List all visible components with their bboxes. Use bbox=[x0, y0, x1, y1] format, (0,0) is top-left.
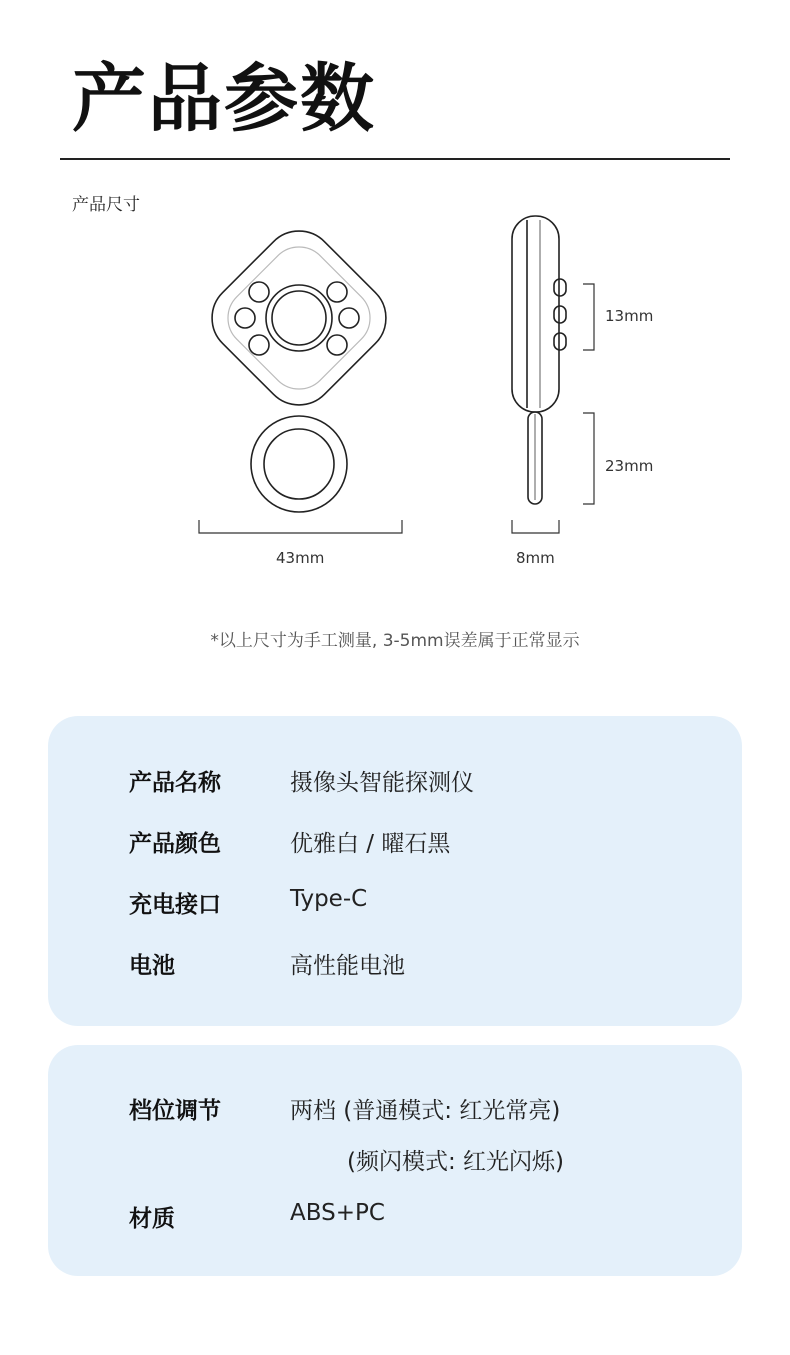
led-5 bbox=[339, 308, 359, 328]
spec-value-battery: 高性能电池 bbox=[290, 953, 405, 979]
led-6 bbox=[327, 335, 347, 355]
side-button-1 bbox=[554, 279, 566, 296]
lens bbox=[272, 291, 326, 345]
dim-bracket-8mm bbox=[512, 520, 559, 533]
lanyard-ring-inner bbox=[264, 429, 334, 499]
device-side-outline bbox=[512, 216, 559, 412]
section-label: 产品尺寸 bbox=[72, 195, 140, 215]
spec-value-name: 摄像头智能探测仪 bbox=[290, 770, 474, 796]
lanyard-ring-outer bbox=[251, 416, 347, 512]
spec-label-battery: 电池 bbox=[129, 953, 175, 979]
led-2 bbox=[235, 308, 255, 328]
measurement-note: *以上尺寸为手工测量, 3-5mm误差属于正常显示 bbox=[210, 631, 580, 651]
spec-value-port: Type-C bbox=[290, 886, 368, 912]
spec-label-color: 产品颜色 bbox=[129, 831, 221, 857]
spec-label-port: 充电接口 bbox=[129, 892, 221, 918]
led-3 bbox=[249, 335, 269, 355]
led-4 bbox=[327, 282, 347, 302]
spec-value-mode-normal: 两档 (普通模式: 红光常亮) bbox=[290, 1098, 561, 1124]
spec-label-material: 材质 bbox=[129, 1206, 175, 1232]
spec-value-color: 优雅白 / 曜石黑 bbox=[290, 831, 451, 857]
spec-value-mode-strobe: (频闪模式: 红光闪烁) bbox=[347, 1149, 565, 1175]
spec-card-extra bbox=[48, 1045, 742, 1276]
dim-bracket-23mm bbox=[583, 413, 594, 504]
product-dimension-diagram bbox=[0, 200, 790, 580]
title-divider bbox=[60, 158, 730, 160]
device-front-inner-frame bbox=[216, 235, 383, 402]
dim-bracket-13mm bbox=[583, 284, 594, 350]
dim-bracket-43mm bbox=[199, 520, 402, 533]
spec-card-basic bbox=[48, 716, 742, 1026]
dim-label-ring-height: 23mm bbox=[605, 457, 654, 475]
side-button-3 bbox=[554, 333, 566, 350]
dim-label-button-spacing: 13mm bbox=[605, 307, 654, 325]
spec-value-material: ABS+PC bbox=[290, 1200, 385, 1226]
lens-outer-ring bbox=[266, 285, 332, 351]
page-title: 产品参数 bbox=[72, 56, 376, 142]
spec-label-mode: 档位调节 bbox=[129, 1098, 221, 1124]
dim-label-width: 43mm bbox=[276, 549, 325, 567]
spec-label-name: 产品名称 bbox=[129, 770, 221, 796]
side-button-2 bbox=[554, 306, 566, 323]
dim-label-thickness: 8mm bbox=[516, 549, 555, 567]
led-1 bbox=[249, 282, 269, 302]
